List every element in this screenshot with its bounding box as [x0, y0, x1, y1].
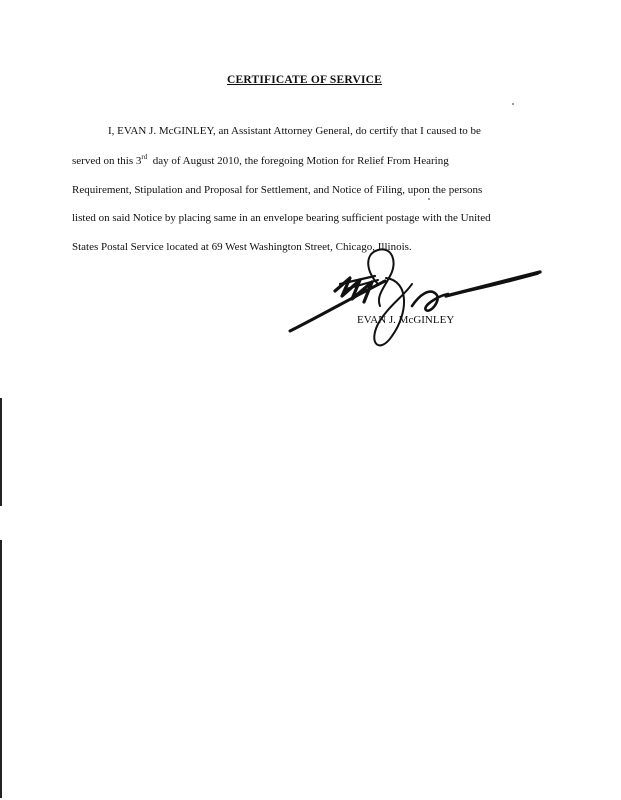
- body-line-2-end: day of August 2010, the foregoing Motion for Relief From Hearing: [147, 155, 449, 167]
- signer-name: EVAN J. McGINLEY: [357, 314, 455, 326]
- body-line-3: Requirement, Stipulation and Proposal for Settlement, and Notice of Filing, upon the persons: [72, 184, 483, 196]
- body-line-2-start: served on this 3: [72, 155, 142, 167]
- ordinal-suffix: rd: [141, 153, 148, 161]
- scan-margin-mark: [0, 398, 2, 506]
- body-line-1: I, EVAN J. McGINLEY, an Assistant Attorney General, do certify that I caused to be: [108, 125, 481, 137]
- body-line-2: [72, 154, 449, 168]
- scan-speck: [428, 198, 430, 200]
- body-line-5: States Postal Service located at 69 West Washington Street, Chicago, Illinois.: [72, 241, 412, 253]
- document-title: CERTIFICATE OF SERVICE: [226, 74, 383, 86]
- handwritten-signature: [280, 236, 550, 366]
- body-line-4: listed on said Notice by placing same in an envelope bearing sufficient postage with the United: [72, 212, 491, 224]
- scan-margin-mark: [0, 540, 2, 798]
- scan-speck: [512, 103, 514, 105]
